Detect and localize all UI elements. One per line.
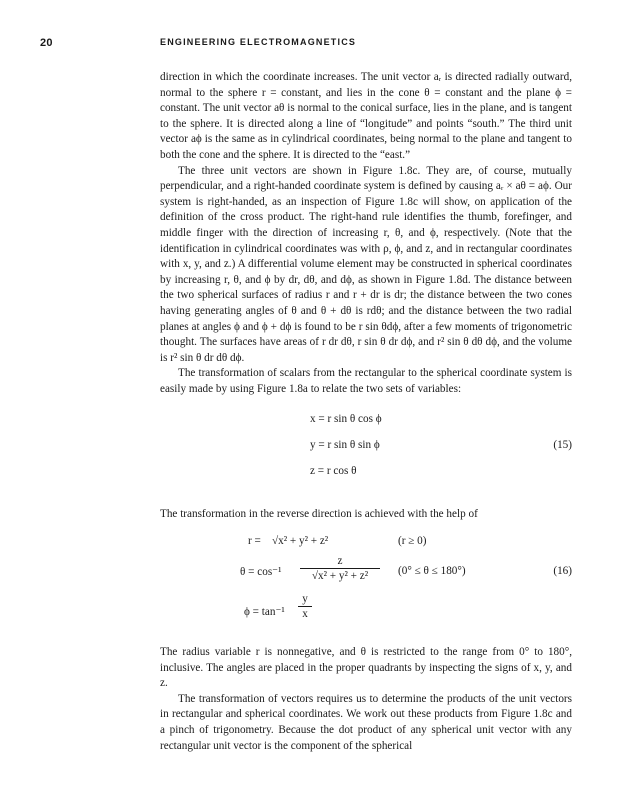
equation-16-phi-numerator: y: [302, 593, 308, 606]
equation-15-number: (15): [553, 439, 572, 452]
equation-16-r-condition: (r ≥ 0): [398, 535, 427, 548]
equation-16-theta-fraction: [300, 555, 380, 582]
equation-16-r-rhs: √x² + y² + z²: [272, 535, 329, 548]
equation-16-theta-numerator: z: [337, 555, 343, 568]
equation-16: [160, 535, 572, 631]
paragraph-vector-transformation: The transformation of vectors requires us to determine the products of the unit vectors in rectangular and spherical coordinates. We work out these products from Figure 1.8c and a pinch of trigonometry. Because the dot product of any spherical unit vector with any rectangular unit vector is the component of the spherical: [160, 692, 572, 752]
equation-15-x: x = r sin θ cos ϕ: [310, 413, 382, 426]
equation-16-phi-fraction: [298, 593, 312, 620]
equation-16-phi-denominator: x: [302, 608, 308, 621]
equation-16-phi-lhs: ϕ = tan⁻¹: [244, 606, 285, 619]
page-number: 20: [40, 37, 53, 49]
equation-16-theta-denominator: √x² + y² + z²: [311, 570, 369, 583]
equation-16-theta-condition: (0° ≤ θ ≤ 180°): [398, 565, 466, 578]
equation-16-theta-lhs: θ = cos⁻¹: [240, 566, 282, 579]
paragraph-reverse-transformation: The transformation in the reverse direction is achieved with the help of: [160, 508, 478, 521]
equation-16-r-lhs: r =: [248, 535, 261, 548]
paragraph-unit-vectors: direction in which the coordinate increases. The unit vector aᵣ is directed radially outward, normal to the sphere r = constant, and lies in the cone θ = constant and the plane ϕ = constant. The unit vector aθ is normal to the conical surface, lies in the plane, and is tangent to the sphere. It is directed along a line of “longitude” and points “south.” The third unit vector aϕ is the same as in cylindrical coordinates, being normal to the plane and tangent to both the cone and the sphere. It is directed to the “east.”: [160, 71, 572, 161]
page-body: [160, 70, 572, 754]
equation-15-z: z = r cos θ: [310, 465, 357, 478]
paragraph-scalar-transformation: The transformation of scalars from the rectangular to the spherical coordinate system is easily made by using Figure 1.8a to relate the two sets of variables:: [160, 367, 572, 395]
equation-16-number: (16): [553, 565, 572, 578]
equation-15-y: y = r sin θ sin ϕ: [310, 439, 380, 452]
paragraph-radius-range: The radius variable r is nonnegative, and θ is restricted to the range from 0° to 180°, inclusive. The angles are placed in the proper quadrants by inspecting the signs of x, y, and z.: [160, 646, 572, 690]
equation-15: [160, 413, 572, 491]
page-header: [0, 37, 627, 53]
running-title: ENGINEERING ELECTROMAGNETICS: [160, 37, 357, 47]
paragraph-right-handed-system: The three unit vectors are shown in Figure 1.8c. They are, of course, mutually perpendicular, and a right-handed coordinate system is defined by causing aᵣ × aθ = aϕ. Our system is right-handed, as an inspection of Figure 1.8c will show, on application of the definition of the cross product. The right-hand rule identifies the thumb, forefinger, and middle finger with the direction of increasing r, θ, and ϕ, respectively. (Note that the identification in cylindrical coordinates was with ρ, ϕ, and z, and in rectangular coordinates with x, y, and z.) A differential volume element may be constructed in spherical coordinates by increasing r, θ, and ϕ by dr, dθ, and dϕ, as shown in Figure 1.8d. The distance between the two spherical surfaces of radius r and r + dr is dr; the distance between the two cones having generating angles of θ and θ + dθ is rdθ; and the distance between the two radial planes at angles ϕ and ϕ + dϕ is found to be r sin θdϕ, after a few moments of trigonometric thought. The surfaces have areas of r dr dθ, r sin θ dr dϕ, and r² sin θ dθ dϕ, and the volume is r² sin θ dr dθ dϕ.: [160, 164, 572, 364]
fraction-bar: [300, 568, 380, 569]
fraction-bar: [298, 606, 312, 607]
